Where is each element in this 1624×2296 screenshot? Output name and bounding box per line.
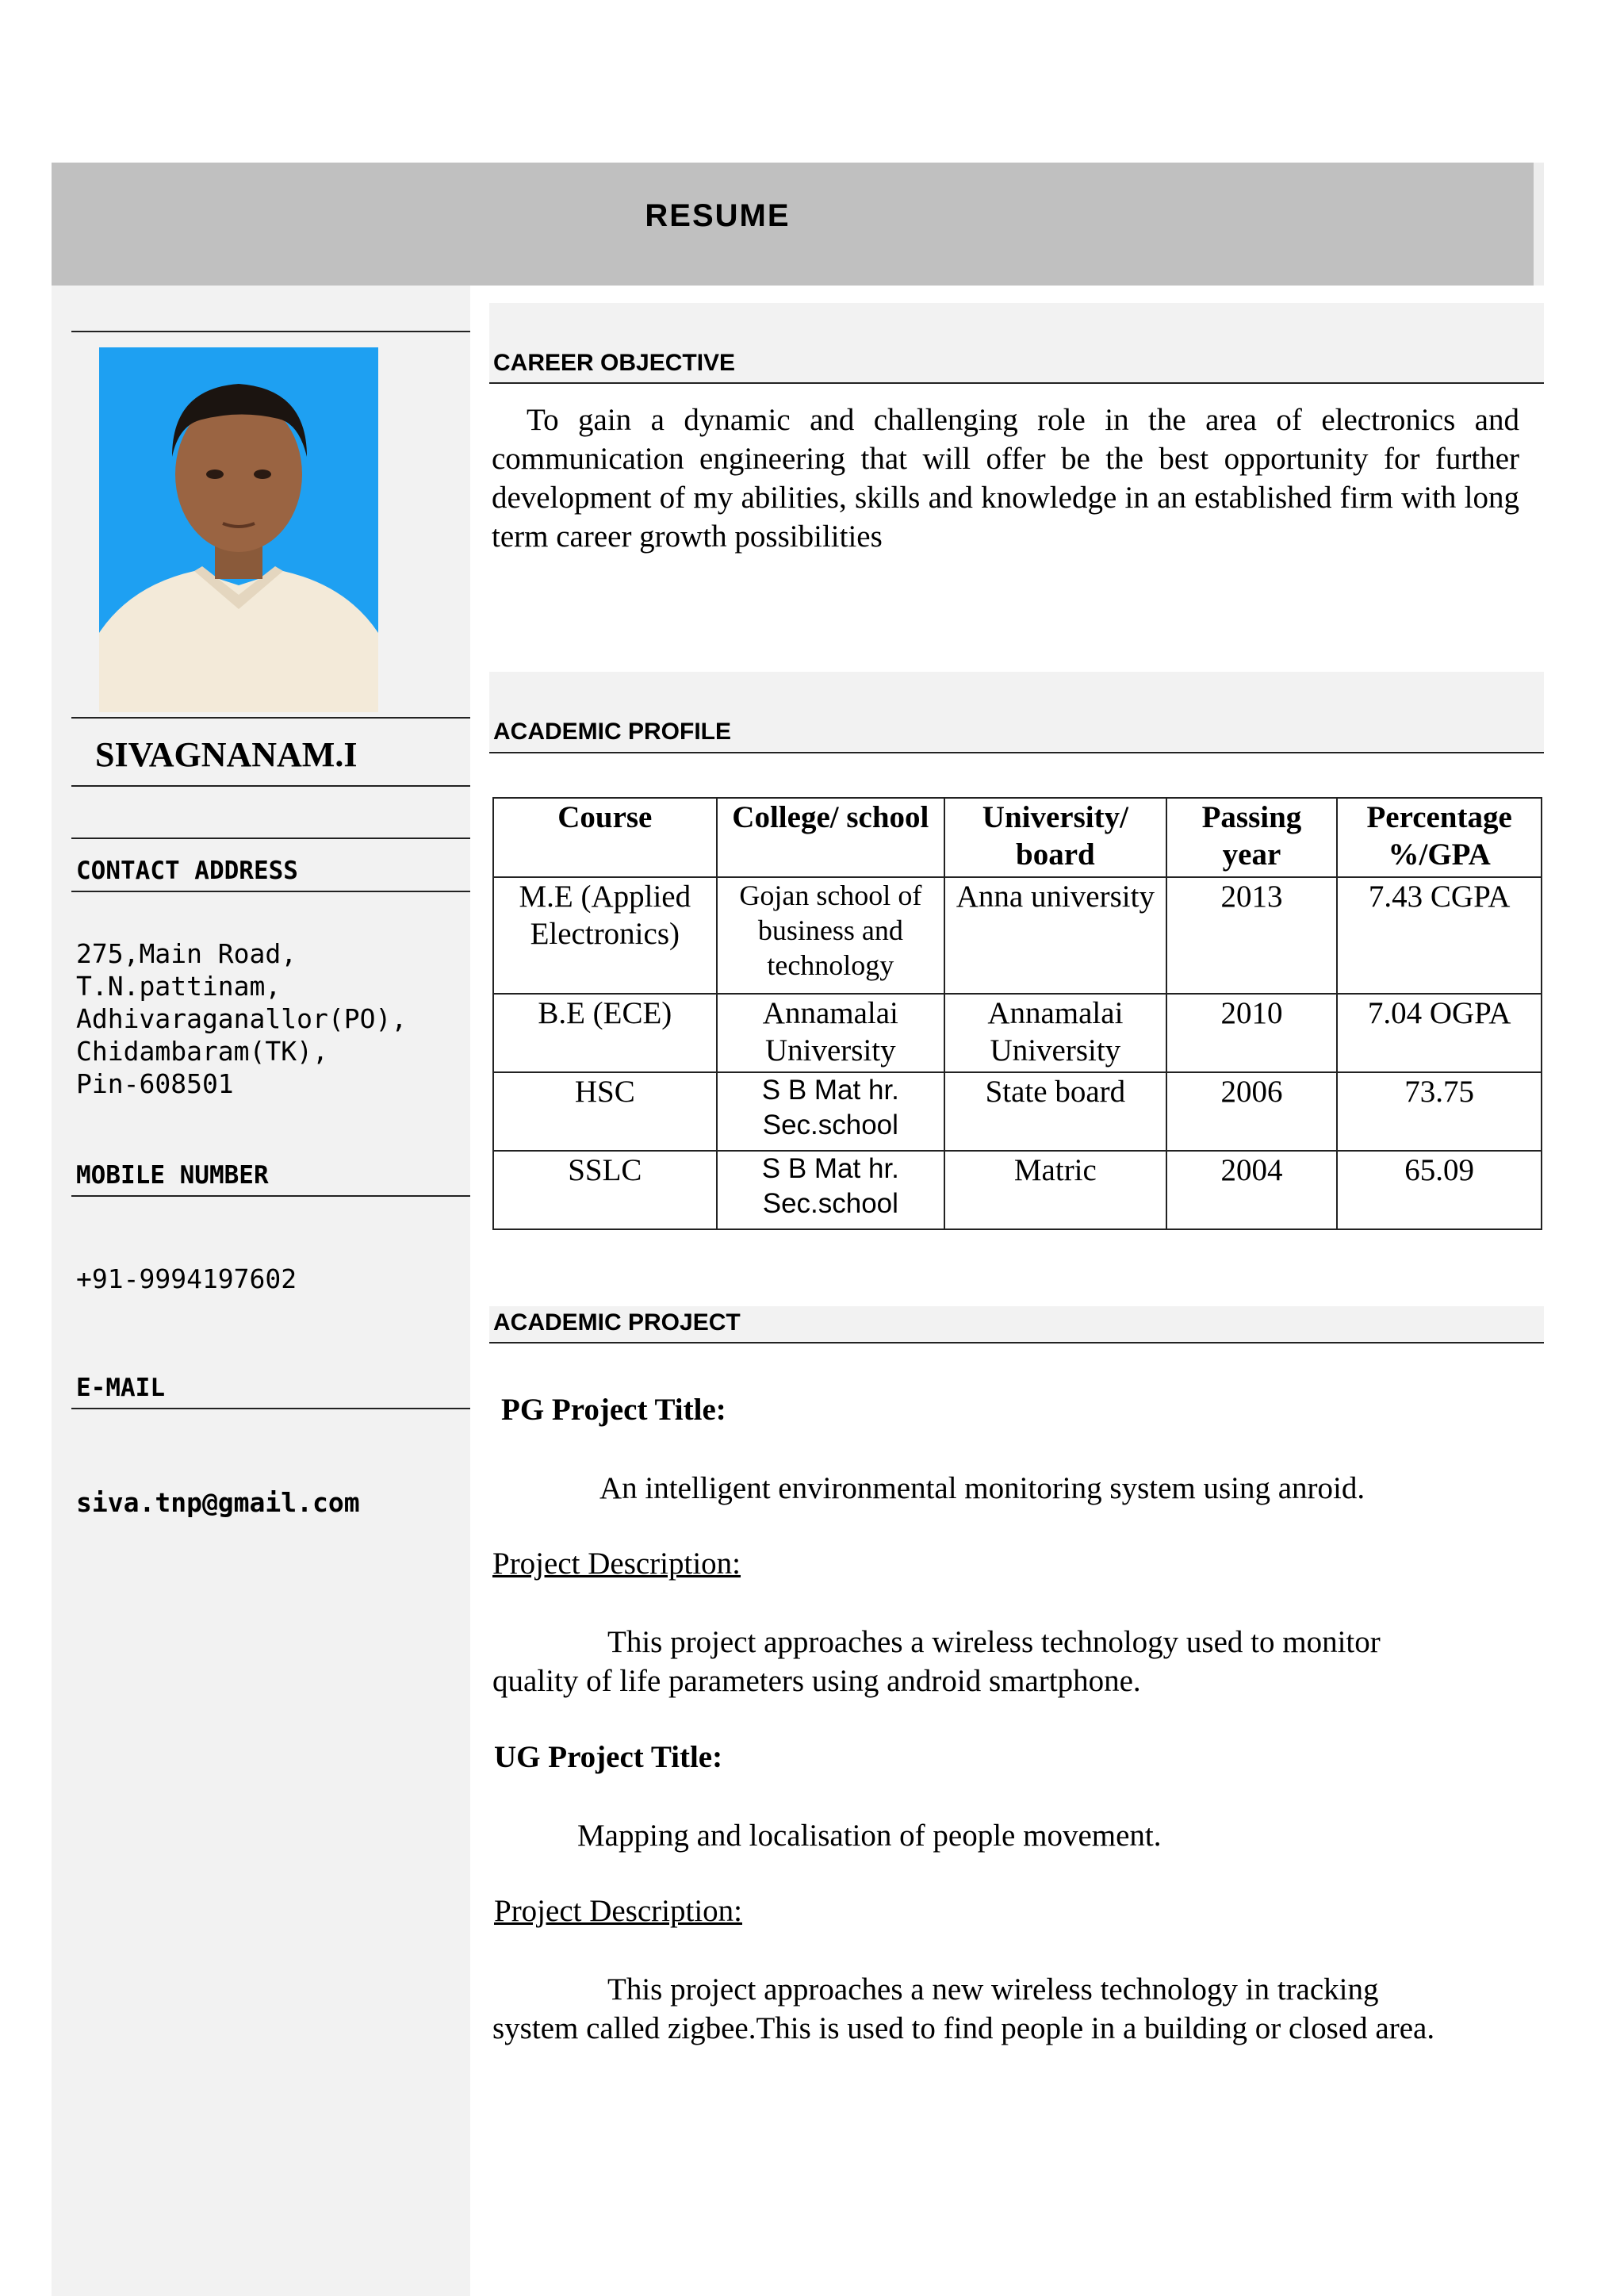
name-rule-bottom — [71, 785, 470, 787]
table-header-row — [493, 798, 1542, 877]
name-rule-top — [71, 717, 470, 719]
table-cell: Matric — [944, 1151, 1166, 1229]
contact-rule-bottom — [71, 891, 470, 892]
academic-profile-heading: ACADEMIC PROFILE — [493, 719, 731, 745]
table-cell: 7.43 CGPA — [1337, 877, 1542, 994]
pg-project-description-line: This project approaches a wireless technology used to monitor — [607, 1625, 1381, 1659]
career-objective-text: To gain a dynamic and challenging role in the area of electronics and communication engineering that will offer be the best opportunity for further development of my abilities, skills and knowledge in an established firm with long term career growth possibilities — [492, 403, 1519, 554]
address-line: Pin-608501 — [76, 1068, 234, 1099]
table-cell: 65.09 — [1337, 1151, 1542, 1229]
contact-rule-top — [71, 838, 470, 839]
table-cell: HSC — [493, 1072, 717, 1151]
pg-project-title: An intelligent environmental monitoring system using anroid. — [599, 1471, 1365, 1505]
table-row — [493, 1072, 1542, 1151]
column-header: University/ board — [944, 798, 1166, 877]
resume-title: RESUME — [645, 198, 791, 233]
column-header: Passing year — [1166, 798, 1338, 877]
pg-project-title-label: PG Project Title: — [501, 1393, 726, 1427]
table-cell: M.E (Applied Electronics) — [493, 877, 717, 994]
table-cell: 2013 — [1166, 877, 1338, 994]
table-cell: Gojan school of business and technology — [717, 877, 944, 994]
table-cell: 2004 — [1166, 1151, 1338, 1229]
column-header: Percentage %/GPA — [1337, 798, 1542, 877]
mobile-number: +91-9994197602 — [76, 1263, 297, 1294]
academic-project-heading: ACADEMIC PROJECT — [493, 1309, 741, 1336]
table-cell: State board — [944, 1072, 1166, 1151]
career-objective-rule — [489, 382, 1544, 384]
header-band-edge — [1534, 163, 1544, 286]
table-cell: 2006 — [1166, 1072, 1338, 1151]
column-header: Course — [493, 798, 717, 877]
table-cell: 7.04 OGPA — [1337, 994, 1542, 1072]
academic-profile-rule — [489, 752, 1544, 753]
table-row — [493, 1151, 1542, 1229]
address-line: Chidambaram(TK), — [76, 1036, 328, 1067]
mobile-rule — [71, 1195, 470, 1197]
table-cell: SSLC — [493, 1151, 717, 1229]
table-cell: B.E (ECE) — [493, 994, 717, 1072]
contact-address-heading: CONTACT ADDRESS — [76, 857, 298, 885]
person-photo-icon — [99, 347, 378, 712]
email-rule — [71, 1408, 470, 1409]
table-row — [493, 877, 1542, 994]
table-cell: 73.75 — [1337, 1072, 1542, 1151]
email-address: siva.tnp@gmail.com — [76, 1487, 360, 1518]
table-cell: S B Mat hr. Sec.school — [717, 1151, 944, 1229]
ug-project-description-line: system called zigbee.This is used to find people in a building or closed area. — [492, 2011, 1435, 2045]
academic-project-rule — [489, 1342, 1544, 1343]
career-objective-heading: CAREER OBJECTIVE — [493, 350, 736, 376]
ug-project-description-line: This project approaches a new wireless technology in tracking — [607, 1972, 1379, 2007]
table-cell: Annamalai University — [944, 994, 1166, 1072]
address-line: T.N.pattinam, — [76, 971, 282, 1002]
ug-project-description-label: Project Description: — [494, 1894, 743, 1928]
address-line: Adhivaraganallor(PO), — [76, 1003, 408, 1034]
academic-table — [492, 797, 1542, 1230]
table-cell: 2010 — [1166, 994, 1338, 1072]
table-cell: Annamalai University — [717, 994, 944, 1072]
sidebar-rule — [71, 331, 470, 332]
address-line: 275,Main Road, — [76, 938, 297, 969]
contact-address — [76, 937, 407, 1100]
candidate-name: SIVAGNANAM.I — [95, 735, 358, 774]
pg-project-description-label: Project Description: — [492, 1547, 741, 1581]
table-cell: S B Mat hr. Sec.school — [717, 1072, 944, 1151]
pg-project-description-line: quality of life parameters using android smartphone. — [492, 1664, 1141, 1698]
table-row — [493, 994, 1542, 1072]
column-header: College/ school — [717, 798, 944, 877]
profile-photo — [99, 347, 378, 712]
table-cell: Anna university — [944, 877, 1166, 994]
email-heading: E-MAIL — [76, 1374, 165, 1402]
ug-project-title: Mapping and localisation of people movement. — [577, 1819, 1162, 1853]
ug-project-title-label: UG Project Title: — [494, 1740, 723, 1774]
mobile-number-heading: MOBILE NUMBER — [76, 1161, 269, 1190]
